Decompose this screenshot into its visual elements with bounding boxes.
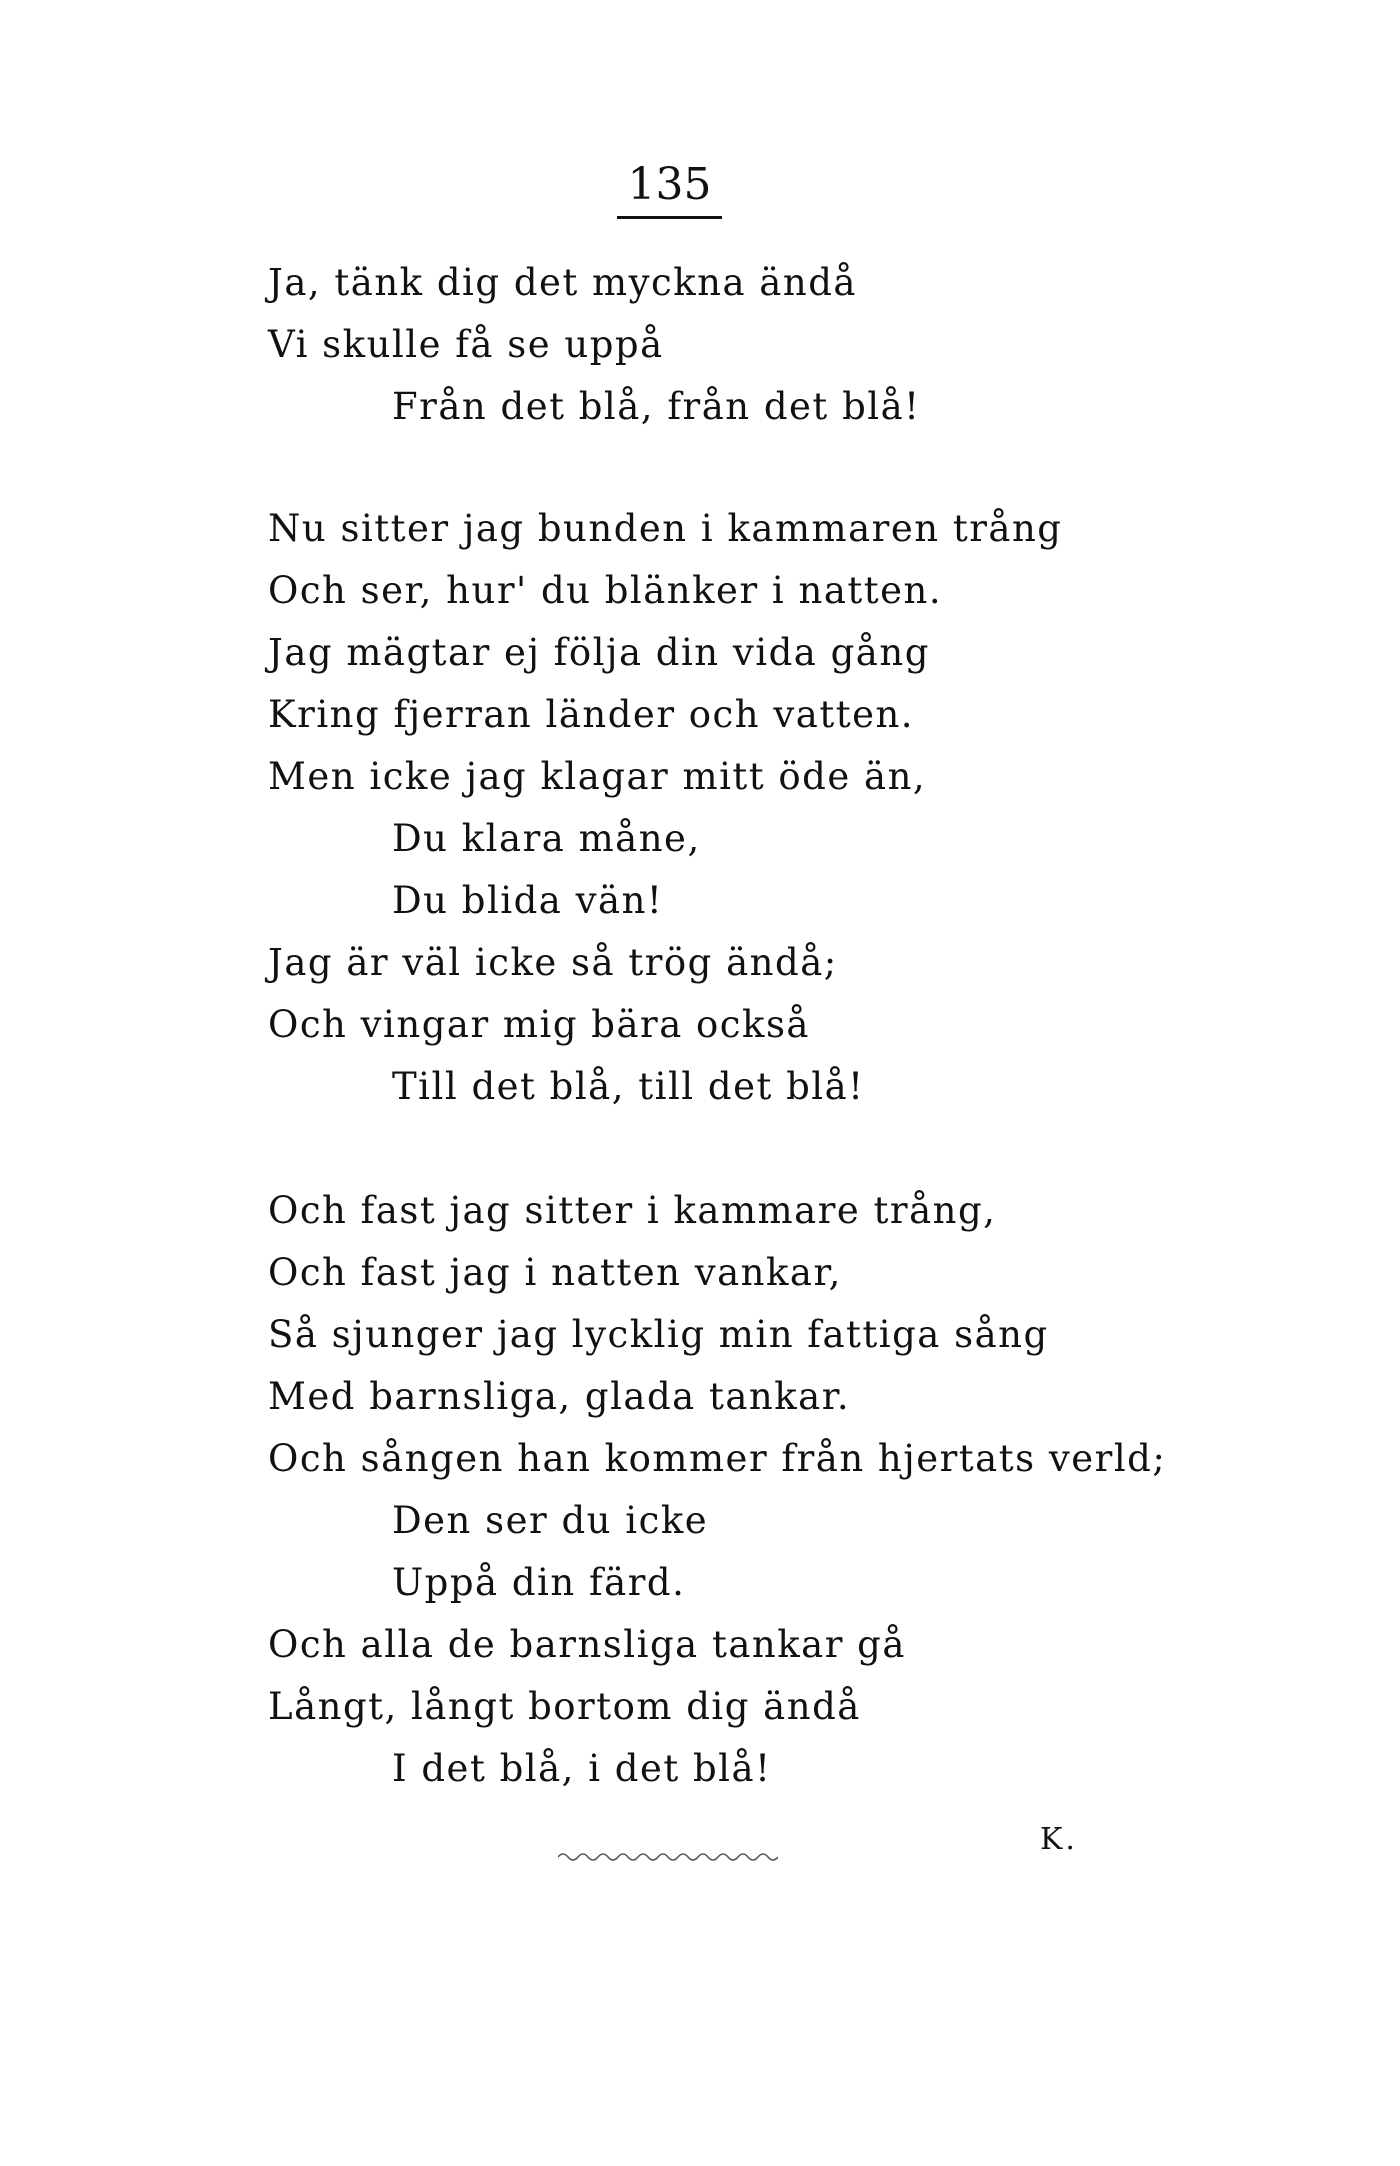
poem-line: Så sjunger jag lycklig min fattiga sång — [268, 1313, 1049, 1356]
poem-line: Ja, tänk dig det myckna ändå — [268, 261, 857, 304]
poem-line: Och vingar mig bära också — [268, 1003, 810, 1046]
poem-line: Den ser du icke — [392, 1499, 709, 1542]
poem-line: Men icke jag klagar mitt öde än, — [268, 755, 927, 798]
wavy-ornament-divider — [558, 1849, 778, 1865]
poem-line: Till det blå, till det blå! — [392, 1065, 865, 1108]
poem-line: Uppå din färd. — [392, 1561, 686, 1604]
poem-line: Du klara måne, — [392, 817, 701, 860]
poem-line: Från det blå, från det blå! — [392, 385, 921, 428]
poem-line: Och ser, hur' du blänker i natten. — [268, 569, 943, 612]
poem-line: Jag är väl icke så trög ändå; — [268, 941, 838, 984]
author-signature: K. — [1040, 1822, 1078, 1857]
poem-line: I det blå, i det blå! — [392, 1747, 772, 1790]
page-number-rule — [617, 216, 722, 219]
poem-line: Kring fjerran länder och vatten. — [268, 693, 915, 736]
poem-line: Långt, långt bortom dig ändå — [268, 1685, 861, 1728]
poem-line: Och sången han kommer från hjertats verld; — [268, 1437, 1167, 1480]
poem-line: Vi skulle få se uppå — [268, 323, 664, 366]
poem-line: Du blida vän! — [392, 879, 664, 922]
poem-line: Och fast jag sitter i kammare trång, — [268, 1189, 997, 1232]
poem-line: Nu sitter jag bunden i kammaren trång — [268, 507, 1063, 550]
poem-line: Och fast jag i natten vankar, — [268, 1251, 842, 1294]
poem-line: Jag mägtar ej följa din vida gång — [268, 631, 930, 674]
page-number: 135 — [627, 159, 712, 210]
poem-line: Och alla de barnsliga tankar gå — [268, 1623, 906, 1666]
poem-line: Med barnsliga, glada tankar. — [268, 1375, 851, 1418]
